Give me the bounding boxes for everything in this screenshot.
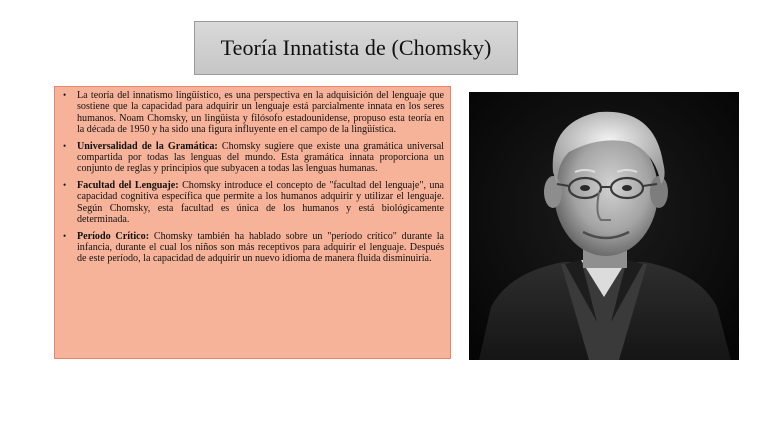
bullet-item-facultad	[60, 180, 444, 225]
slide-title: Teoría Innatista de (Chomsky)	[220, 35, 492, 60]
bullet-list	[60, 90, 444, 265]
bullet-item-universalidad	[60, 141, 444, 175]
bullet-item-intro	[60, 90, 444, 135]
bullet-icon: •	[63, 90, 67, 100]
title-box	[194, 21, 518, 75]
bullet-icon: •	[63, 140, 67, 151]
bullet-heading: Universalidad de la Gramática:	[77, 140, 218, 152]
portrait-illustration	[469, 92, 739, 360]
bullet-text: Chomsky también ha hablado sobre un "período crítico" durante la infancia, durante el cual los niños son más receptivos para adquirir el lenguaje. Después de este período, la capacidad de adquirir un nuevo idioma de manera fluida disminuiría.	[77, 230, 444, 265]
portrait-photo	[469, 92, 739, 360]
bullet-text: La teoría del innatismo lingüístico, es una perspectiva en la adquisición del lenguaje que sostiene que la capacidad para adquirir un lenguaje está parcialmente innata en los seres humanos. Noam Chomsky, un lingüista y filósofo estadounidense, propuso esta teoría en la década de 1950 y ha sido una figura influyente en el campo de la lingüística.	[77, 90, 444, 135]
bullet-icon: •	[63, 180, 67, 191]
bullet-heading: Facultad del Lenguaje:	[77, 180, 179, 192]
bullet-heading: Período Crítico:	[77, 230, 150, 242]
bullet-icon: •	[63, 230, 67, 241]
bullet-text: Chomsky introduce el concepto de "facultad del lenguaje", una capacidad cognitiva específica que permite a los humanos adquirir y utilizar el lenguaje. Según Chomsky, esta facultad es única de los humanos y está biológicamente determinada.	[77, 180, 444, 225]
bullet-item-periodo	[60, 231, 444, 265]
bullet-text: Chomsky sugiere que existe una gramática universal compartida por todas las lenguas del mundo. Esta gramática innata proporciona un conjunto de reglas y principios que subyacen a todas las lenguas humanas.	[77, 140, 444, 175]
text-panel	[54, 86, 451, 359]
